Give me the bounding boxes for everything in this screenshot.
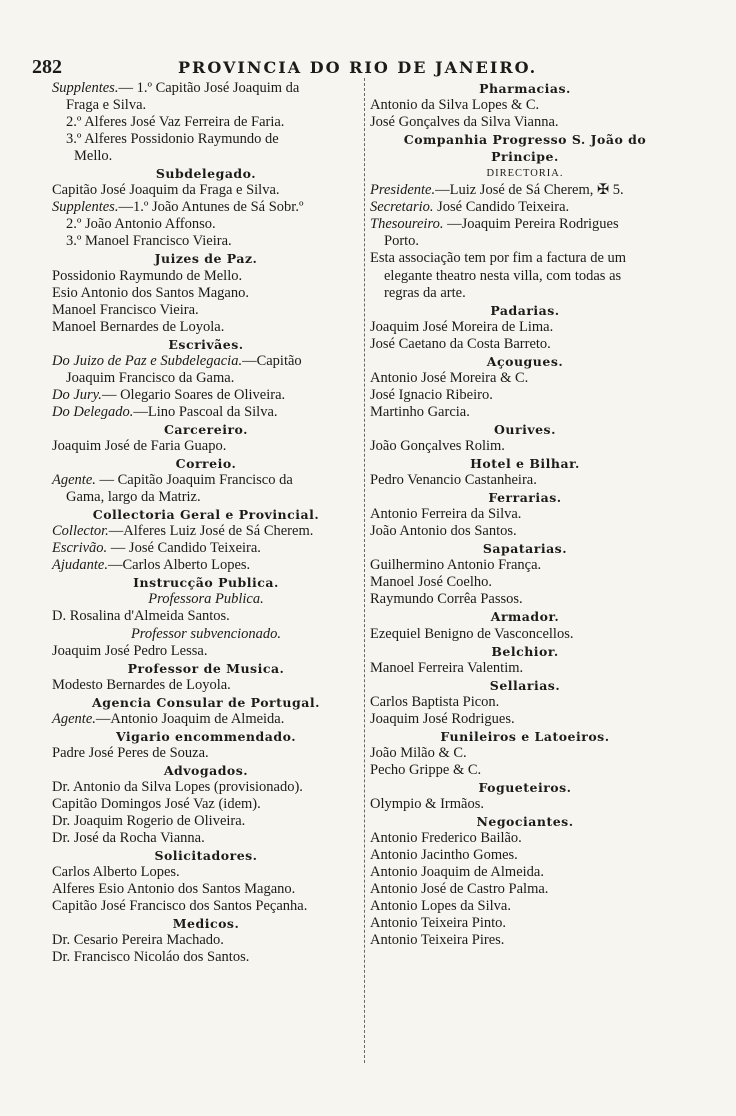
section-heading: Ourives. bbox=[494, 421, 556, 437]
section-heading: Sellarias. bbox=[489, 677, 561, 693]
entry-continuation: Fraga e Silva. bbox=[66, 97, 147, 114]
entry-line: Antonio Teixeira Pinto. bbox=[370, 915, 507, 932]
running-head: PROVINCIA DO RIO DE JANEIRO. bbox=[178, 58, 538, 77]
entry-line: Esta associação tem por fim a factura de um bbox=[370, 250, 627, 267]
entry-line bbox=[370, 199, 680, 216]
entry-role: Thesoureiro. bbox=[370, 216, 444, 233]
entry-line: Capitão José Joaquim da Fraga e Silva. bbox=[52, 182, 280, 199]
entry-line: Manoel Ferreira Valentim. bbox=[370, 659, 524, 676]
entry-text: — Capitão Joaquim Francisco da bbox=[95, 472, 293, 489]
section-heading: Pharmacias. bbox=[479, 81, 571, 96]
entry-line bbox=[370, 182, 680, 199]
entry-role: Ajudante. bbox=[52, 557, 108, 574]
entry-text: —Carlos Alberto Lopes. bbox=[107, 557, 251, 574]
entry-line: Joaquim José Moreira de Lima. bbox=[370, 318, 554, 335]
entry-role: Escrivão. bbox=[52, 540, 108, 557]
entry-line: José Gonçalves da Silva Vianna. bbox=[370, 114, 559, 131]
page-number: 282 bbox=[32, 56, 62, 78]
entry-line: Antonio Joaquim de Almeida. bbox=[370, 864, 544, 881]
entry-text: —Lino Pascoal da Silva. bbox=[133, 403, 278, 420]
entry-role: Do Juizo de Paz e Subdelegacia. bbox=[52, 352, 243, 369]
entry-role: Do Delegado. bbox=[52, 403, 134, 420]
entry-line bbox=[52, 80, 360, 97]
entry-line: Antonio José de Castro Palma. bbox=[370, 881, 549, 898]
entry-line: Modesto Bernardes de Loyola. bbox=[52, 676, 231, 693]
entry-line: Ezequiel Benigno de Vasconcellos. bbox=[370, 625, 574, 642]
entry-line: Antonio José Moreira & C. bbox=[370, 369, 529, 386]
entry-role: Collector. bbox=[52, 523, 109, 540]
entry-text: — 1.º Capitão José Joaquim da bbox=[118, 80, 300, 96]
section-heading: Ferrarias. bbox=[488, 490, 562, 506]
entry-role: Supplentes. bbox=[52, 80, 119, 96]
section-heading: Vigario encommendado. bbox=[115, 728, 297, 744]
section-heading: Belchior. bbox=[491, 643, 559, 659]
section-heading: Padarias. bbox=[490, 302, 560, 318]
section-heading: Professor de Musica. bbox=[127, 660, 285, 676]
entry-line: Carlos Alberto Lopes. bbox=[52, 864, 180, 881]
entry-text: —Alferes Luiz José de Sá Cherem. bbox=[108, 523, 314, 540]
entry-line: Antonio Ferreira da Silva. bbox=[370, 506, 522, 523]
entry-role: Agente. bbox=[52, 472, 96, 489]
entry-text: José Candido Teixeira. bbox=[433, 199, 570, 216]
column-divider bbox=[364, 78, 365, 1063]
entry-line: Carlos Baptista Picon. bbox=[370, 693, 500, 710]
entry-line: Raymundo Corrêa Passos. bbox=[370, 591, 523, 608]
entry-line bbox=[52, 540, 360, 557]
entry-line: Dr. Francisco Nicoláo dos Santos. bbox=[52, 949, 250, 966]
entry-line bbox=[52, 404, 360, 421]
entry-line: D. Rosalina d'Almeida Santos. bbox=[52, 608, 230, 625]
page-header bbox=[32, 56, 692, 82]
entry-line: Antonio Teixeira Pires. bbox=[370, 932, 505, 949]
entry-text: —Joaquim Pereira Rodrigues bbox=[443, 216, 619, 233]
entry-line: Pecho Grippe & C. bbox=[370, 761, 482, 778]
section-heading: Hotel e Bilhar. bbox=[470, 456, 580, 472]
entry-line: Dr. Cesario Pereira Machado. bbox=[52, 932, 224, 949]
entry-line: Capitão José Francisco dos Santos Peçanha. bbox=[52, 898, 308, 915]
right-column bbox=[370, 80, 680, 949]
entry-continuation: Porto. bbox=[384, 233, 420, 250]
entry-text: — Olegario Soares de Oliveira. bbox=[101, 386, 286, 403]
entry-line: Padre José Peres de Souza. bbox=[52, 744, 209, 761]
entry-line bbox=[52, 472, 360, 489]
section-heading: Sapatarias. bbox=[482, 541, 568, 557]
entry-line: Dr. Antonio da Silva Lopes (provisionado). bbox=[52, 778, 303, 795]
section-heading: Agencia Consular de Portugal. bbox=[92, 694, 320, 710]
section-heading: Carcereiro. bbox=[163, 421, 249, 437]
entry-continuation: 2.º Alferes José Vaz Ferreira de Faria. bbox=[66, 114, 285, 131]
entry-role: Secretario. bbox=[370, 199, 434, 216]
entry-line bbox=[52, 353, 360, 370]
entry-line: Manoel Bernardes de Loyola. bbox=[52, 318, 225, 335]
entry-line bbox=[52, 387, 360, 404]
entry-role: Do Jury. bbox=[52, 386, 102, 403]
entry-line: Alferes Esio Antonio dos Santos Magano. bbox=[52, 881, 296, 898]
section-heading: Armador. bbox=[490, 609, 560, 625]
entry-continuation: 3.º Manoel Francisco Vieira. bbox=[66, 233, 232, 250]
section-heading: Funileiros e Latoeiros. bbox=[440, 728, 610, 744]
entry-role: Agente. bbox=[52, 710, 96, 727]
section-heading: Fogueteiros. bbox=[478, 779, 572, 795]
entry-continuation: regras da arte. bbox=[384, 284, 466, 301]
entry-line: Martinho Garcia. bbox=[370, 403, 470, 420]
section-subheading: Professora Publica. bbox=[148, 591, 264, 608]
entry-line: João Milão & C. bbox=[370, 744, 467, 761]
entry-line bbox=[370, 216, 680, 233]
entry-role: Supplentes. bbox=[52, 199, 119, 216]
entry-line: João Antonio dos Santos. bbox=[370, 523, 517, 540]
entry-line: Guilhermino Antonio França. bbox=[370, 557, 542, 574]
entry-line: Manoel José Coelho. bbox=[370, 574, 493, 591]
section-heading: Subdelegado. bbox=[155, 166, 257, 182]
entry-continuation: Mello. bbox=[74, 148, 113, 165]
section-heading: Solicitadores. bbox=[154, 848, 258, 864]
entry-line: Capitão Domingos José Vaz (idem). bbox=[52, 795, 261, 812]
entry-line: Antonio da Silva Lopes & C. bbox=[370, 97, 540, 114]
entry-line: Esio Antonio dos Santos Magano. bbox=[52, 284, 249, 301]
entry-line: Possidonio Raymundo de Mello. bbox=[52, 267, 243, 284]
section-heading: Açougues. bbox=[486, 353, 564, 369]
entry-line: José Caetano da Costa Barreto. bbox=[370, 335, 551, 352]
entry-continuation: 2.º João Antonio Affonso. bbox=[66, 216, 216, 233]
section-heading: Principe. bbox=[491, 149, 559, 165]
entry-line: Olympio & Irmãos. bbox=[370, 795, 484, 812]
entry-line: Dr. Joaquim Rogerio de Oliveira. bbox=[52, 813, 246, 830]
entry-continuation: elegante theatro nesta villa, com todas as bbox=[384, 267, 622, 284]
entry-text: —Luiz José de Sá Cherem, ✠ 5. bbox=[435, 182, 624, 199]
section-heading: Medicos. bbox=[172, 916, 240, 932]
entry-line: Antonio Frederico Bailão. bbox=[370, 830, 522, 847]
entry-text: — José Candido Teixeira. bbox=[107, 540, 261, 557]
entry-line bbox=[52, 557, 360, 574]
entry-line: Antonio Lopes da Silva. bbox=[370, 898, 511, 915]
entry-line: Pedro Venancio Castanheira. bbox=[370, 472, 537, 489]
section-heading: Collectoria Geral e Provincial. bbox=[92, 507, 320, 523]
section-heading: Negociantes. bbox=[476, 814, 574, 830]
entry-line bbox=[52, 199, 360, 216]
section-heading: Correio. bbox=[175, 456, 237, 472]
entry-line: Antonio Jacintho Gomes. bbox=[370, 847, 518, 864]
section-subheading: Professor subvencionado. bbox=[130, 625, 282, 642]
section-heading: Escrivães. bbox=[168, 336, 244, 352]
entry-role: Presidente. bbox=[370, 182, 436, 199]
section-heading: Juizes de Paz. bbox=[154, 251, 258, 267]
section-heading: Instrucção Publica. bbox=[133, 575, 279, 591]
entry-line: Dr. José da Rocha Vianna. bbox=[52, 830, 205, 847]
entry-line: Joaquim José Rodrigues. bbox=[370, 710, 515, 727]
section-subheading: DIRECTORIA. bbox=[486, 168, 564, 180]
entry-line: João Gonçalves Rolim. bbox=[370, 437, 505, 454]
left-column bbox=[52, 80, 360, 966]
entry-text: —Antonio Joaquim de Almeida. bbox=[95, 710, 285, 727]
entry-line: Joaquim José Pedro Lessa. bbox=[52, 642, 208, 659]
entry-line: Manoel Francisco Vieira. bbox=[52, 301, 199, 318]
entry-continuation: Gama, largo da Matriz. bbox=[66, 489, 201, 506]
entry-line: José Ignacio Ribeiro. bbox=[370, 386, 493, 403]
entry-line: Joaquim José de Faria Guapo. bbox=[52, 437, 227, 454]
section-heading: Advogados. bbox=[163, 762, 249, 778]
section-heading: Companhia Progresso S. João do bbox=[403, 132, 647, 148]
entry-continuation: Joaquim Francisco da Gama. bbox=[66, 369, 235, 386]
entry-continuation: 3.º Alferes Possidonio Raymundo de bbox=[66, 131, 279, 148]
entry-text: —Capitão bbox=[242, 352, 302, 369]
entry-line bbox=[52, 523, 360, 540]
entry-text: —1.º João Antunes de Sá Sobr.º bbox=[118, 199, 304, 216]
entry-line bbox=[52, 711, 360, 728]
